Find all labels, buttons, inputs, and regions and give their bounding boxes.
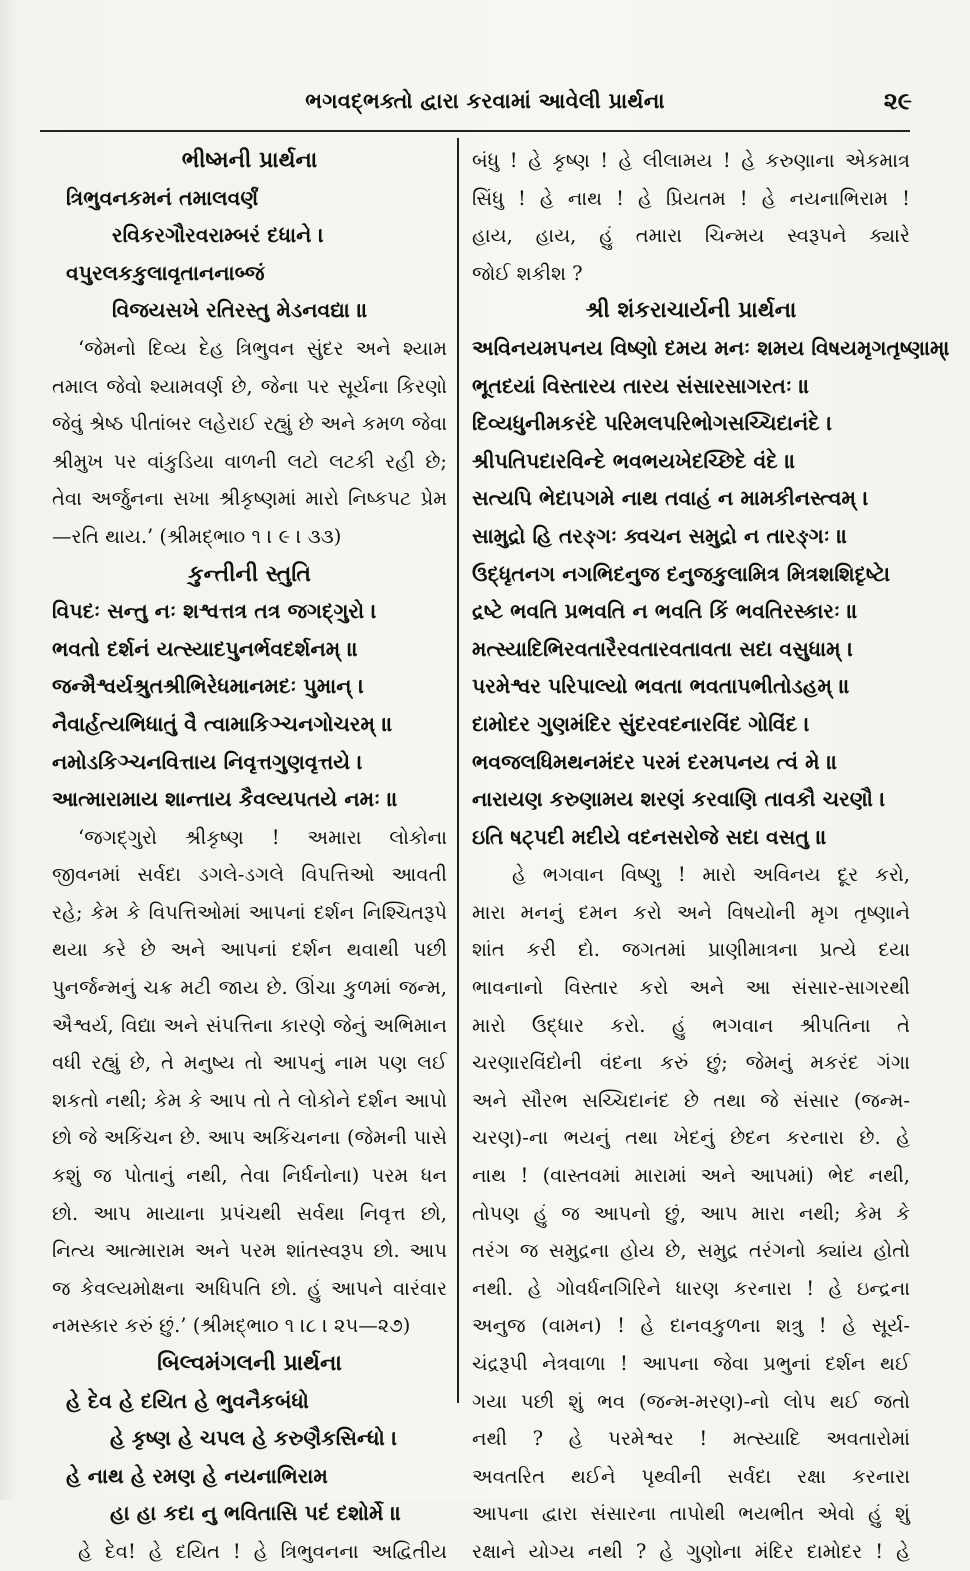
- running-header: [40, 88, 930, 124]
- prose-line: અને સૌરભ સચ્ચિદાનંદ છે તથા જે સંસાર (જન્મ-: [472, 1088, 910, 1112]
- prose-line: ‘જગદ્ગુરો શ્રીકૃષ્ણ ! અમારા લોકોના: [78, 825, 447, 849]
- prose-line: જીવનમાં સર્વદા ડગલે-ડગલે વિપત્તિઓ આવતી: [52, 863, 447, 887]
- prose-line: સિંધુ ! હે નાથ ! હે પ્રિયતમ ! હે નયનાભિરામ !: [472, 186, 910, 210]
- prose-line: જોઈ શકીશ ?: [472, 261, 583, 285]
- prose-line: શકતો નથી; કેમ કે આપ તો તે લોકોને દર્શન આપો: [52, 1088, 447, 1112]
- verse-line: વપુરલકકુલાવૃતાનનાબ્જં: [66, 260, 265, 285]
- prose-line: હે ભગવાન વિષ્ણુ ! મારો અવિનય દૂર કરો,: [512, 863, 910, 887]
- prose-line: રહે; કેમ કે વિપત્તિઓમાં આપનાં દર્શન નિશ્ચિતરૂપે: [52, 900, 447, 924]
- verse-line: મત્સ્યાદિભિરવતારૈરવતારવતાવતા સદા વસુધામ્ ।: [472, 636, 854, 661]
- right-column: [472, 142, 950, 1563]
- header-rule: [40, 130, 910, 132]
- verse-line: હે કૃષ્ણ હે ચપલ હે કરુણૈકસિન્ધો ।: [110, 1426, 398, 1451]
- verse-line: ભવતો દર્શનં યત્સ્યાદપુનર્ભવદર્શનમ્ ॥: [52, 636, 359, 661]
- prose-line: પુનર્જન્મનું ચક્ર મટી જાય છે. ઊંચા કુળમાં જન્મ,: [52, 976, 447, 1000]
- prose-line: કશું જ પોતાનું નથી, તેવા નિર્ધનોના) પરમ ધન: [52, 1164, 447, 1188]
- verse-line: રવિકરગૌરવરામ્બરં દધાને ।: [112, 223, 324, 248]
- prose-line: રક્ષાને યોગ્ય નથી ? હે ગુણોના મંદિર દામોદર ! હે: [472, 1539, 910, 1563]
- verse-line: ઉદ્ધૃતનગ નગભિદનુજ દનુજકુલામિત્ર મિત્રશશિદૃષ્ટે।: [472, 561, 891, 586]
- verse-line: પરમેશ્વર પરિપાલ્યો ભવતા ભવતાપભીતોડહમ્ ॥: [472, 674, 850, 699]
- prose-line: આપના દ્વારા સંસારના તાપોથી ભયભીત એવો હું શું: [472, 1502, 910, 1526]
- prose-line: ‘જેમનો દિવ્ય દેહ ત્રિભુવન સુંદર અને શ્યામ: [78, 336, 447, 360]
- verse-line: નારાયણ કરુણામય શરણં કરવાણિ તાવકૌ ચરણૌ ।: [472, 787, 886, 812]
- prose-line: તેવા અર્જુનના સખા શ્રીકૃષ્ણમાં મારો નિષ્કપટ પ્રેમ: [52, 487, 447, 511]
- prose-line: છો. આપ માયાના પ્રપંચથી સર્વથા નિવૃત્ત છો,: [52, 1201, 447, 1225]
- prose-line: નાથ ! (વાસ્તવમાં મારામાં અને આપમાં) ભેદ નથી,: [472, 1164, 910, 1188]
- prose-line: જેવું શ્રેષ્ઠ પીતાંબર લહેરાઈ રહ્યું છે અને કમળ જેવા: [52, 412, 447, 436]
- prose-line: છો જે અકિંચન છે. આપ અકિંચનના (જેમની પાસે: [52, 1126, 447, 1150]
- verse-line: ભૂતદયાં વિસ્તારય તારય સંસારસાગરતઃ ॥: [472, 373, 810, 398]
- prose-line: નમસ્કાર કરું છું.’ (શ્રીમદ્ભા૦ ૧ ।૮ । ૨૫—૨૭): [52, 1314, 411, 1338]
- verse-line: શ્રીપતિપદારવિન્દે ભવભયખેદચ્છિદે વંદે ॥: [472, 448, 796, 473]
- verse-line: હે દેવ હે દયિત હે ભુવનૈકબંધો: [66, 1388, 309, 1413]
- prose-line: નથી. હે ગોવર્ધનગિરિને ધારણ કરનારા ! હે ઇન્દ્રના: [472, 1276, 910, 1300]
- prose-line: તોપણ હું જ આપનો છું, આપ મારા નથી; કેમ કે: [472, 1201, 910, 1225]
- verse-line: હે નાથ હે રમણ હે નયનાભિરામ: [66, 1463, 328, 1488]
- page-number: ૨૯: [883, 86, 912, 115]
- prose-line: તમાલ જેવો શ્યામવર્ણ છે, જેના પર સૂર્યના કિરણો: [52, 374, 447, 398]
- section-heading: કુન્તીની સ્તુતિ: [188, 560, 311, 587]
- verse-line: સત્યપિ ભેદાપગમે નાથ તવાહં ન મામકીનસ્ત્વમ્ ।: [472, 486, 869, 511]
- verse-line: નૈવાર્હત્યભિધાતું વૈ ત્વામાકિઞ્ચનગોચરમ્ ॥: [52, 711, 393, 736]
- prose-line: મારા મનનું દમન કરો અને વિષયોની મૃગ તૃષ્ણાને: [472, 900, 910, 924]
- prose-line: અવતરિત થઈને પૃથ્વીની સર્વદા રક્ષા કરનારા: [472, 1464, 910, 1488]
- section-heading: ભીષ્મની પ્રાર્થના: [181, 147, 318, 173]
- prose-line: —રતિ થાય.’ (શ્રીમદ્ભા૦ ૧ । ૯ । ૩૩): [52, 524, 342, 548]
- verse-line: જન્મૈશ્વર્યશ્રુતશ્રીભિરેધમાનમદઃ પુમાન્ ।: [52, 674, 365, 699]
- verse-line: હા હા કદા નુ ભવિતાસિ પદં દશોર્મે ॥: [110, 1501, 402, 1526]
- section-heading: બિલ્વમંગલની પ્રાર્થના: [157, 1350, 342, 1376]
- section-heading: શ્રી શંકરાચાર્યની પ્રાર્થના: [585, 297, 797, 324]
- verse-line: વિજયસખે રતિરસ્તુ મેડનવદ્યા ॥: [112, 298, 368, 323]
- verse-line: ઇતિ ષટ્પદી મદીયે વદનસરોજે સદા વસતુ ॥: [472, 824, 827, 849]
- verse-line: અવિનયમપનય વિષ્ણો દમય મનઃ શમય વિષયમૃગતૃષ્ણામ્।: [472, 335, 950, 360]
- prose-line: ઐશ્વર્ય, વિદ્યા અને સંપત્તિના કારણે જેનું અભિમાન: [52, 1013, 447, 1037]
- prose-line: નિત્ય આત્મારામ અને પરમ શાંતસ્વરૂપ છો. આપ: [52, 1239, 447, 1263]
- verse-line: દ્રષ્ટે ભવતિ પ્રભવતિ ન ભવતિ કિં ભવતિરસ્કારઃ ॥: [472, 599, 858, 624]
- prose-line: હાય, હાય, હું તમારા ચિન્મય સ્વરૂપને ક્યારે: [472, 224, 910, 248]
- prose-line: મારો ઉદ્ધાર કરો. હું ભગવાન શ્રીપતિના તે: [472, 1013, 910, 1037]
- header-title: ભગવદ્ભક્તો દ્વારા કરવામાં આવેલી પ્રાર્થના: [305, 88, 665, 113]
- verse-line: દિવ્યધુનીમકરંદે પરિમલપરિભોગસચ્ચિદાનંદે ।: [472, 411, 833, 436]
- prose-line: હે દેવ! હે દયિત ! હે ત્રિભુવનના અદ્વિતીય: [78, 1539, 447, 1563]
- verse-line: વિપદઃ સન્તુ નઃ શશ્વત્તત્ર તત્ર જગદ્ગુરો ।: [52, 599, 377, 624]
- verse-line: ભવજલધિમથનમંદર પરમં દરમપનય ત્વં મે ॥: [472, 749, 838, 774]
- prose-line: નથી ? હે પરમેશ્વર ! મત્સ્યાદિ અવતારોમાં: [472, 1427, 910, 1451]
- verse-line: નમોડકિઞ્ચનવિત્તાય નિવૃત્તગુણવૃત્તયે ।: [52, 749, 363, 774]
- prose-line: શ્રીમુખ પર વાંકુડિયા વાળની લટો લટકી રહી છે;: [52, 449, 447, 473]
- verse-line: દામોદર ગુણમંદિર સુંદરવદનારવિંદ ગોવિંદ ।: [472, 711, 810, 736]
- prose-line: ભાવનાનો વિસ્તાર કરો અને આ સંસાર-સાગરથી: [472, 976, 910, 1000]
- prose-line: ચંદ્રરૂપી નેત્રવાળા ! આપના જેવા પ્રભુનાં દર્શન થઈ: [472, 1352, 910, 1375]
- verse-line: આત્મારામાય શાન્તાય કૈવલ્યપતયે નમઃ ॥: [52, 787, 398, 812]
- prose-line: બંધુ ! હે કૃષ્ણ ! હે લીલામય ! હે કરુણાના એકમાત્ર: [472, 149, 910, 172]
- prose-line: તરંગ જ સમુદ્રના હોય છે, સમુદ્ર તરંગનો ક્યાંય હોતો: [472, 1239, 910, 1263]
- column-divider: [457, 138, 459, 1403]
- verse-line: સામુદ્રો હિ તરઙ્ગઃ ક્વચન સમુદ્રો ન તારઙ્ગઃ ॥: [472, 523, 848, 548]
- prose-line: ચરણારવિંદોની વંદના કરું છું; જેમનું મકરંદ ગંગા: [472, 1051, 910, 1075]
- prose-line: થયા કરે છે અને આપનાં દર્શન થવાથી પછી: [52, 938, 447, 962]
- prose-line: જ કેવલ્યમોક્ષના અધિપતિ છો. હું આપને વારંવાર: [52, 1276, 447, 1300]
- prose-line: અનુજ (વામન) ! હે દાનવકુળના શત્રુ ! હે સૂર્ય-: [472, 1314, 910, 1338]
- prose-line: ગયા પછી શું ભવ (જન્મ-મરણ)-નો લોપ થઈ જતો: [472, 1389, 910, 1413]
- verse-line: ત્રિભુવનકમનં તમાલવર્ણં: [66, 185, 259, 210]
- prose-line: ચરણ)-ના ભયનું તથા ખેદનું છેદન કરનારા છે. હે: [472, 1126, 910, 1150]
- prose-line: શાંત કરી દો. જગતમાં પ્રાણીમાત્રના પ્રત્યે દયા: [472, 938, 910, 962]
- left-column: [52, 142, 447, 1563]
- prose-line: વધી રહ્યું છે, તે મનુષ્ય તો આપનું નામ પણ લઈ: [52, 1051, 447, 1075]
